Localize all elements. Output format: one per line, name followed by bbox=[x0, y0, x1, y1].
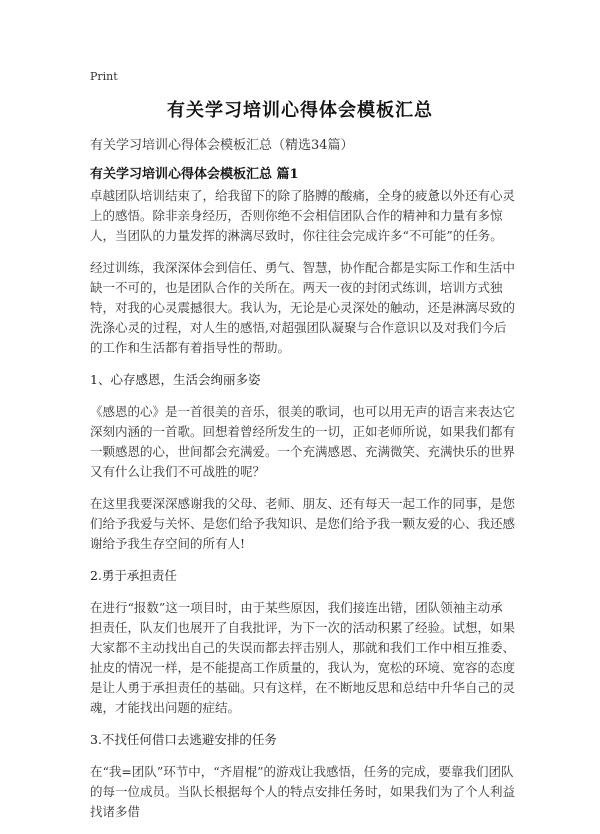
document-body bbox=[90, 186, 515, 834]
section-heading: 2.勇于承担责任 bbox=[90, 568, 177, 583]
body-paragraph: 经过训练，我深深体会到信任、勇气、智慧，协作配合都是实际工作和生活中缺一不可的，也是团队合作的关所在。两天一夜的封闭式练训，培训方式独特，对我的心灵震撼很大。我认为，无论是心灵深处的触动，还是淋漓尽致的洗涤心灵的过程，对人生的感悟,对超强团队凝聚与合作意识以及对我们今后的工作和生活都有着指导性的帮助。 bbox=[90, 260, 516, 355]
section-heading: 1、心存感恩，生活会绚丽多姿 bbox=[90, 372, 261, 387]
document-subtitle: 有关学习培训心得体会模板汇总（精选34篇） bbox=[90, 138, 354, 153]
body-paragraph: 在“我=团队”环节中，“齐眉棍”的游戏让我感悟，任务的完成，要靠我们团队的每一位成员。当队长根据每个人的特点安排任务时，如果我们为了个人利益找诸多借 bbox=[90, 764, 516, 819]
body-paragraph: 在进行“报数”这一项目时，由于某些原因，我们接连出错，团队领袖主动承担责任，队友们也展开了自我批评，为下一次的活动积累了经验。试想，如果大家都不主动找出自己的失误而都去抨击别人，那就和我们工作中相互推委、扯皮的情况一样，是不能提高工作质量的，我认为，宽松的环境、宽容的态度是让人勇于承担责任的基础。只有这样，在不断地反思和总结中升华自己的灵魂，才能找出问题的症结。 bbox=[90, 600, 516, 715]
section-title: 有关学习培训心得体会模板汇总 篇1 bbox=[90, 167, 299, 182]
document-title: 有关学习培训心得体会模板汇总 bbox=[167, 100, 433, 121]
section-heading: 3.不找任何借口去逃避安排的任务 bbox=[90, 732, 277, 747]
body-paragraph: 卓越团队培训结束了，给我留下的除了胳膊的酸痛，全身的疲惫以外还有心灵上的感悟。除非亲身经历，否则你绝不会相信团队合作的精神和力量有多惊人，当团队的力量发挥的淋漓尽致时，你往往会完成许多“不可能”的任务。 bbox=[90, 188, 516, 243]
body-paragraph: 在这里我要深深感谢我的父母、老师、朋友、还有每天一起工作的同事，是您们给予我爱与关怀、是您们给予我知识、是您们给予我一颗友爱的心、我还感谢给予我生存空间的所有人! bbox=[90, 496, 516, 551]
body-paragraph: 《感恩的心》是一首很美的音乐，很美的歌词，也可以用无声的语言来表达它深刻内涵的一首歌。回想着曾经所发生的一切，正如老师所说，如果我们都有一颗感恩的心，世间都会充满爱。一个充满感恩、充满微笑、充满快乐的世界又有什么让我们不可战胜的呢？ bbox=[90, 404, 516, 479]
print-label[interactable]: Print bbox=[90, 70, 118, 83]
